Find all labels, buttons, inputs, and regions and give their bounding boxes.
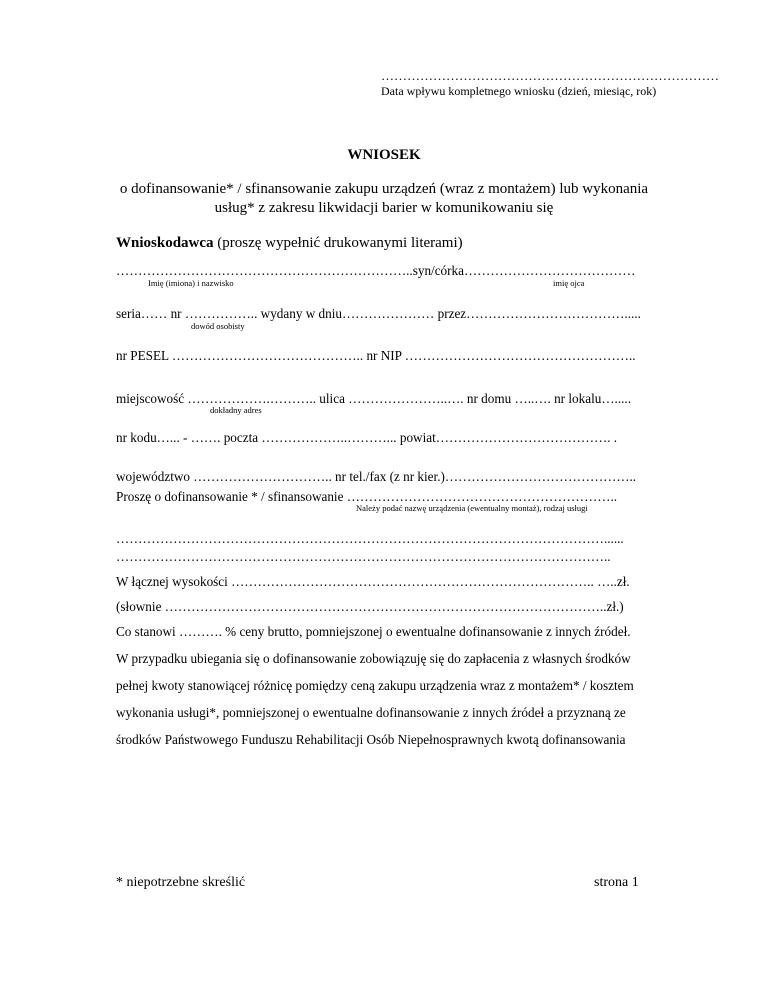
- document-subtitle-line1: o dofinansowanie* / sfinansowanie zakupu urządzeń (wraz z montażem) lub wykonania: [119, 181, 649, 197]
- amount-field-line[interactable]: W łącznej wysokości ……………………………………………………………………….. …..zł.: [116, 574, 630, 589]
- document-title: WNIOSEK: [347, 147, 421, 163]
- father-name-hint: imię ojca: [553, 278, 585, 288]
- name-field-line[interactable]: …………………………………………………………..syn/córka…………………………………: [116, 263, 636, 278]
- declaration-line-2: pełnej kwoty stanowiącej różnicę pomiędzy ceną zakupu urządzenia wraz z montażem* / kosztem: [116, 678, 634, 693]
- voivodeship-phone-field-line[interactable]: województwo ………………………….. nr tel./fax (z nr kier.)……………………………………..: [116, 469, 637, 484]
- declaration-line-3: wykonania usługi*, pomniejszonej o ewentualne dofinansowanie z innych źródeł a przyznaną ze: [116, 705, 626, 720]
- declaration-line-1: W przypadku ubiegania się o dofinansowanie zobowiązuję się do zapłacenia z własnych środków: [116, 651, 631, 666]
- request-hint: Należy podać nazwę urządzenia (ewentualny montaż), rodzaj usługi: [356, 503, 588, 513]
- percent-field-line[interactable]: Co stanowi ………. % ceny brutto, pomniejszonej o ewentualne dofinansowanie z innych źródeł.: [116, 624, 631, 639]
- applicant-heading-bold: Wnioskodawca: [116, 235, 214, 251]
- name-hint: Imię (imiona) i nazwisko: [148, 278, 234, 288]
- request-blank-line-1[interactable]: …………………………………………………………………………………………………......: [116, 531, 624, 546]
- applicant-heading-note: (proszę wypełnić drukowanymi literami): [213, 235, 463, 251]
- applicant-heading: [116, 234, 463, 252]
- address-field-line[interactable]: miejscowość ……………….……….. ulica …………………..…. nr domu …..…. nr lokalu….....: [116, 391, 632, 406]
- declaration-line-4: środków Państwowego Funduszu Rehabilitacji Osób Niepełnosprawnych kwotą dofinansowania: [116, 732, 626, 747]
- receipt-date-dots[interactable]: ……………………………………………………………………: [381, 68, 719, 83]
- pesel-nip-field-line[interactable]: nr PESEL …………………………………….. nr NIP ……………………………………………..: [116, 348, 636, 363]
- document-subtitle-line2: usług* z zakresu likwidacji barier w komunikowaniu się: [214, 200, 554, 216]
- id-document-hint: dowód osobisty: [191, 321, 245, 331]
- request-blank-line-2[interactable]: …………………………………………………………………………………………………..: [116, 549, 611, 564]
- request-field-line[interactable]: Proszę o dofinansowanie * / sfinansowanie ……………………………………………………..: [116, 489, 618, 504]
- page-number: strona 1: [594, 875, 639, 890]
- footnote: * niepotrzebne skreślić: [116, 875, 246, 890]
- receipt-date-label: Data wpływu kompletnego wniosku (dzień, miesiąc, rok): [381, 84, 657, 98]
- amount-in-words-field-line[interactable]: (słownie ………………………………………………………………………………………..zł.): [116, 599, 624, 614]
- id-document-field-line[interactable]: seria…… nr …………….. wydany w dniu………………… przez……………………………….....: [116, 306, 641, 321]
- address-hint: dokładny adres: [210, 405, 262, 415]
- postal-field-line[interactable]: nr kodu…... - ……. poczta ………………..………... powiat…………………………………. .: [116, 430, 618, 445]
